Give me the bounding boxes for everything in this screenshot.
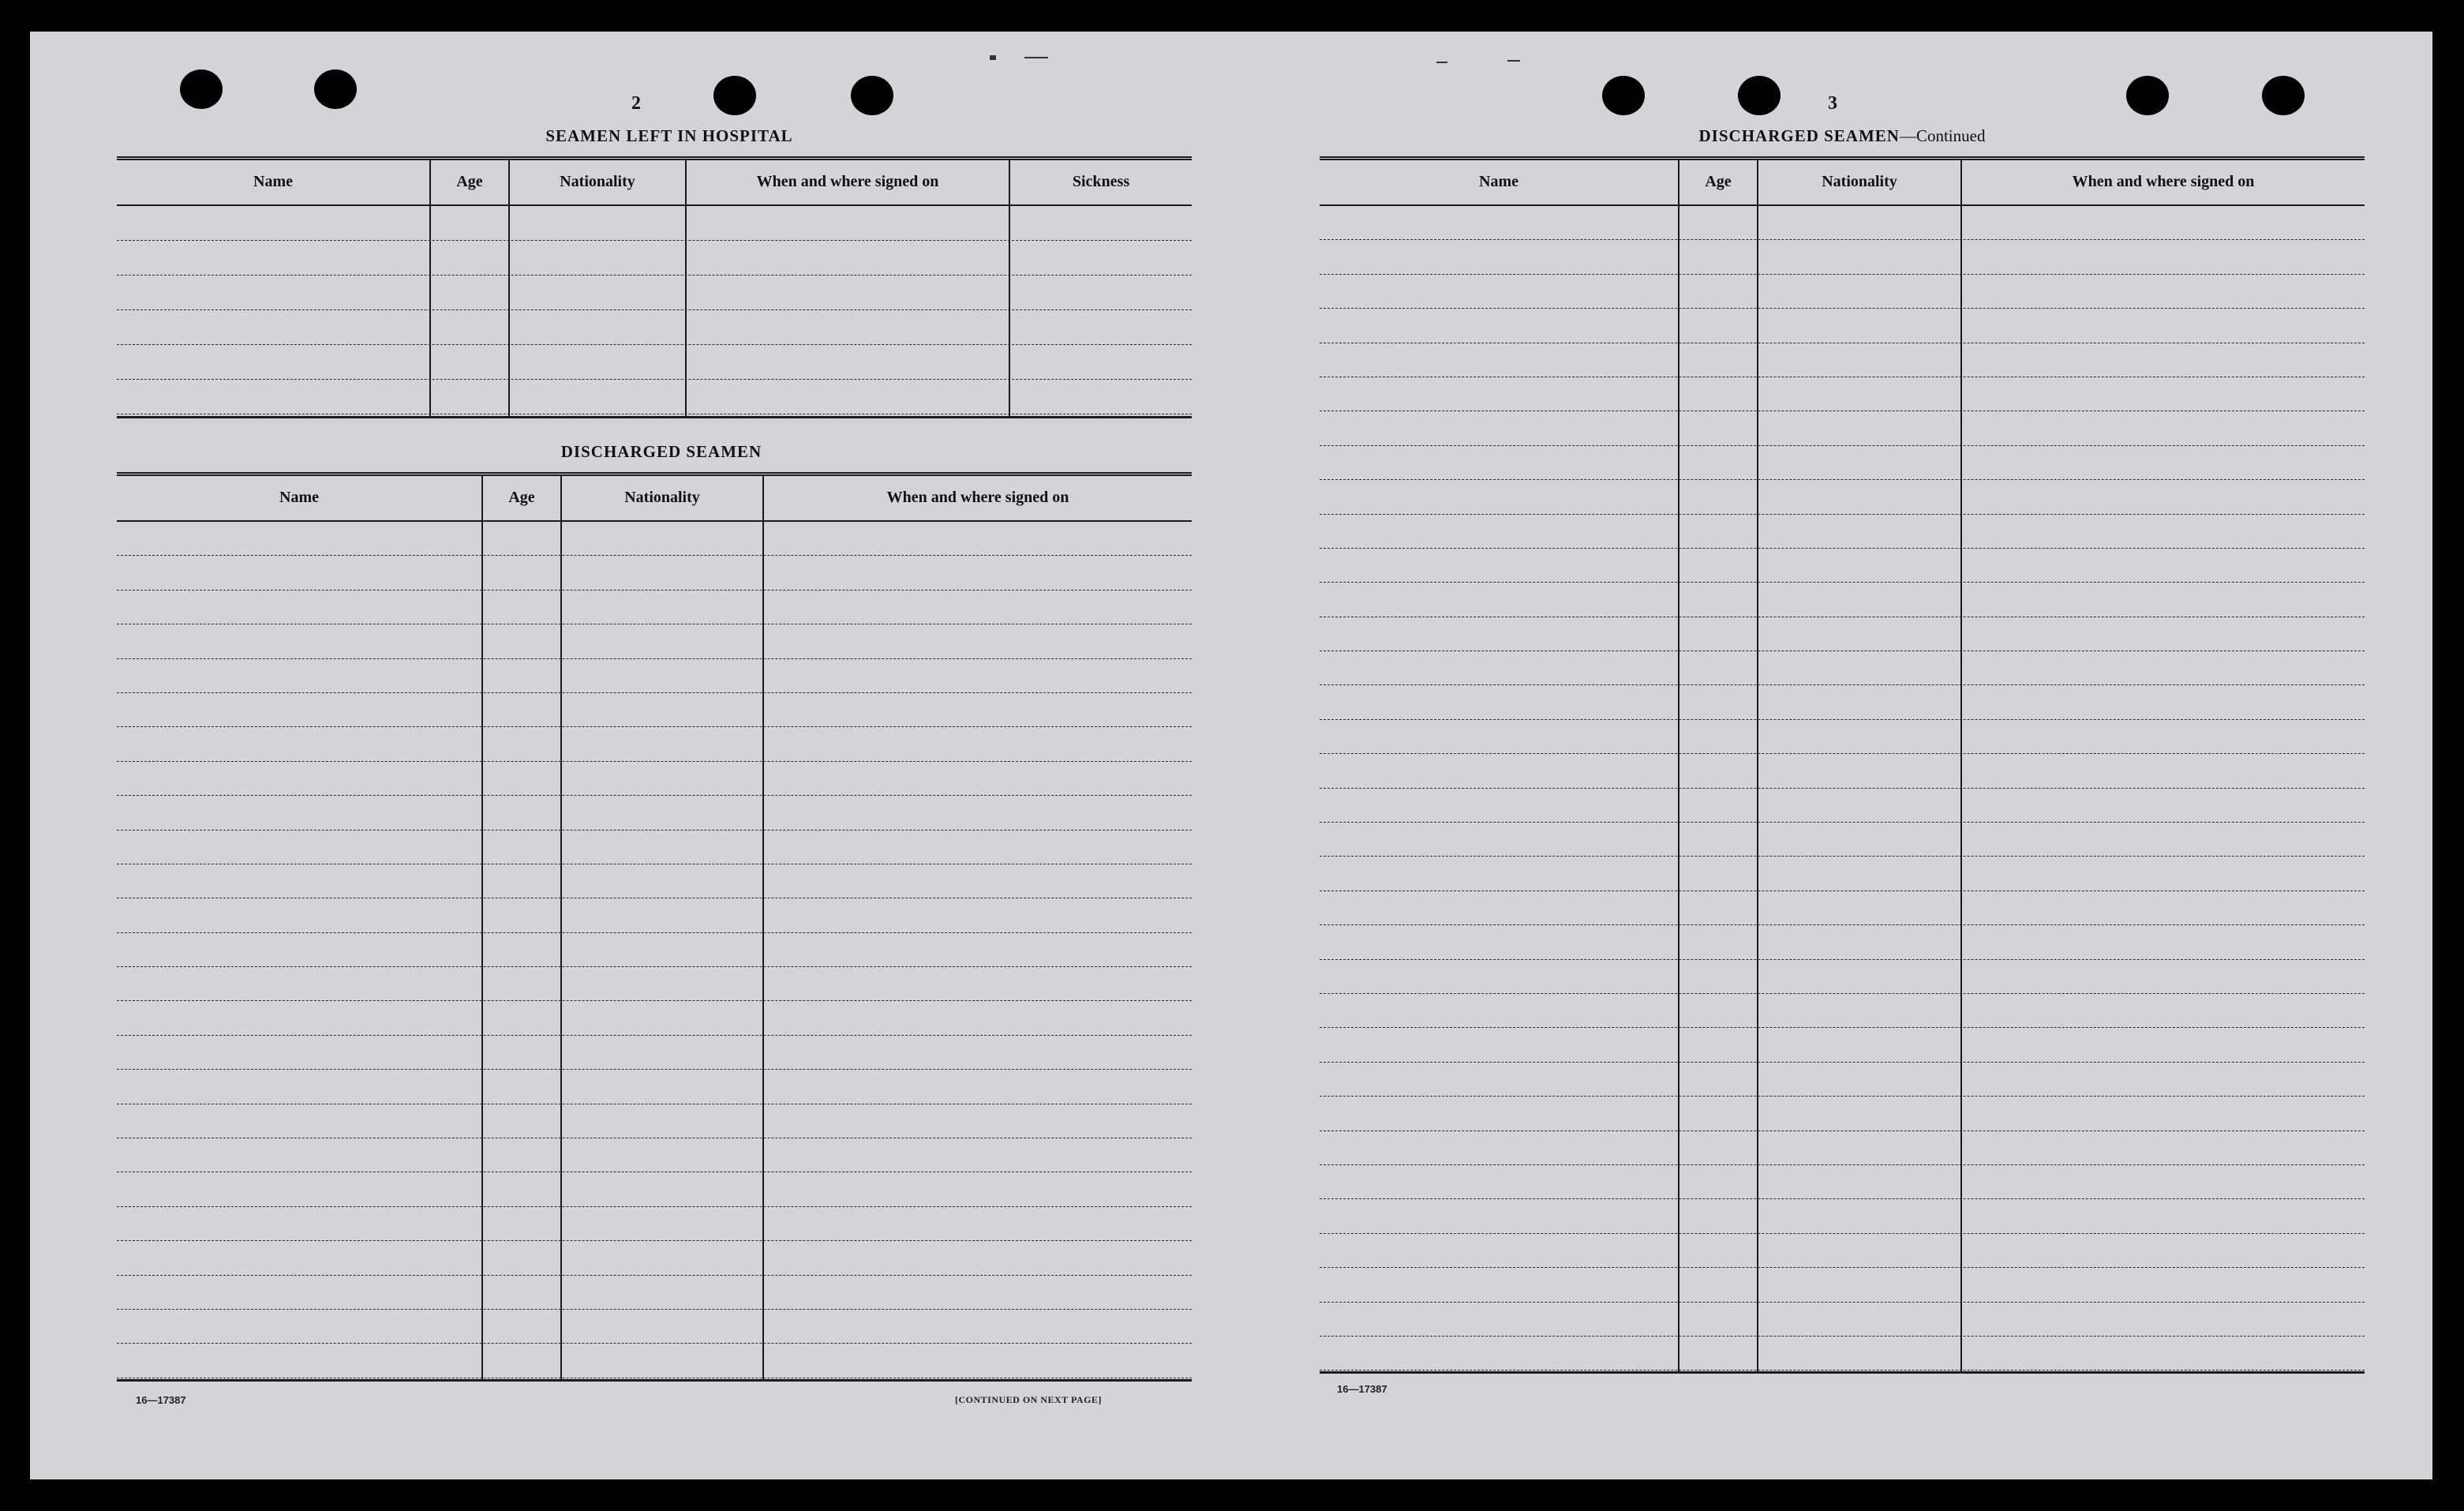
col-header-age: Age bbox=[429, 160, 508, 204]
page-number-right: 3 bbox=[1828, 93, 1837, 114]
punch-hole bbox=[180, 69, 223, 109]
col-header-nationality: Nationality bbox=[560, 476, 762, 520]
punch-hole bbox=[1602, 76, 1645, 115]
col-header-nationality: Nationality bbox=[508, 160, 685, 204]
col-header-signed-on: When and where signed on bbox=[762, 476, 1192, 520]
hospital-table bbox=[117, 156, 1192, 418]
col-header-age: Age bbox=[1678, 160, 1757, 204]
scanned-document bbox=[30, 32, 2432, 1479]
col-header-signed-on: When and where signed on bbox=[685, 160, 1009, 204]
page-number-left: 2 bbox=[631, 93, 641, 114]
continued-suffix: —Continued bbox=[1899, 126, 1986, 145]
col-header-sickness: Sickness bbox=[1009, 160, 1192, 204]
col-header-age: Age bbox=[481, 476, 560, 520]
discharged-continued-title bbox=[1320, 126, 2365, 146]
hospital-section-title: SEAMEN LEFT IN HOSPITAL bbox=[545, 126, 793, 145]
col-header-signed-on: When and where signed on bbox=[1960, 160, 2365, 204]
punch-hole bbox=[2262, 76, 2305, 115]
discharged-continued-table bbox=[1320, 156, 2365, 1374]
col-header-name: Name bbox=[253, 173, 293, 190]
col-header-nationality: Nationality bbox=[1757, 160, 1960, 204]
discharged-table bbox=[117, 472, 1192, 1382]
punch-hole bbox=[314, 69, 357, 109]
punch-hole bbox=[851, 76, 893, 115]
form-number-left: 16—17387 bbox=[136, 1394, 186, 1406]
col-header-name: Name bbox=[279, 489, 319, 506]
discharged-continued-title-main: DISCHARGED SEAMEN bbox=[1698, 126, 1900, 145]
punch-hole bbox=[713, 76, 756, 115]
col-header-name: Name bbox=[1479, 173, 1518, 190]
form-number-right: 16—17387 bbox=[1337, 1383, 1387, 1395]
punch-hole bbox=[1738, 76, 1781, 115]
punch-hole bbox=[2126, 76, 2169, 115]
continued-note: [CONTINUED ON NEXT PAGE] bbox=[955, 1394, 1102, 1405]
discharged-section-title: DISCHARGED SEAMEN bbox=[560, 442, 762, 461]
